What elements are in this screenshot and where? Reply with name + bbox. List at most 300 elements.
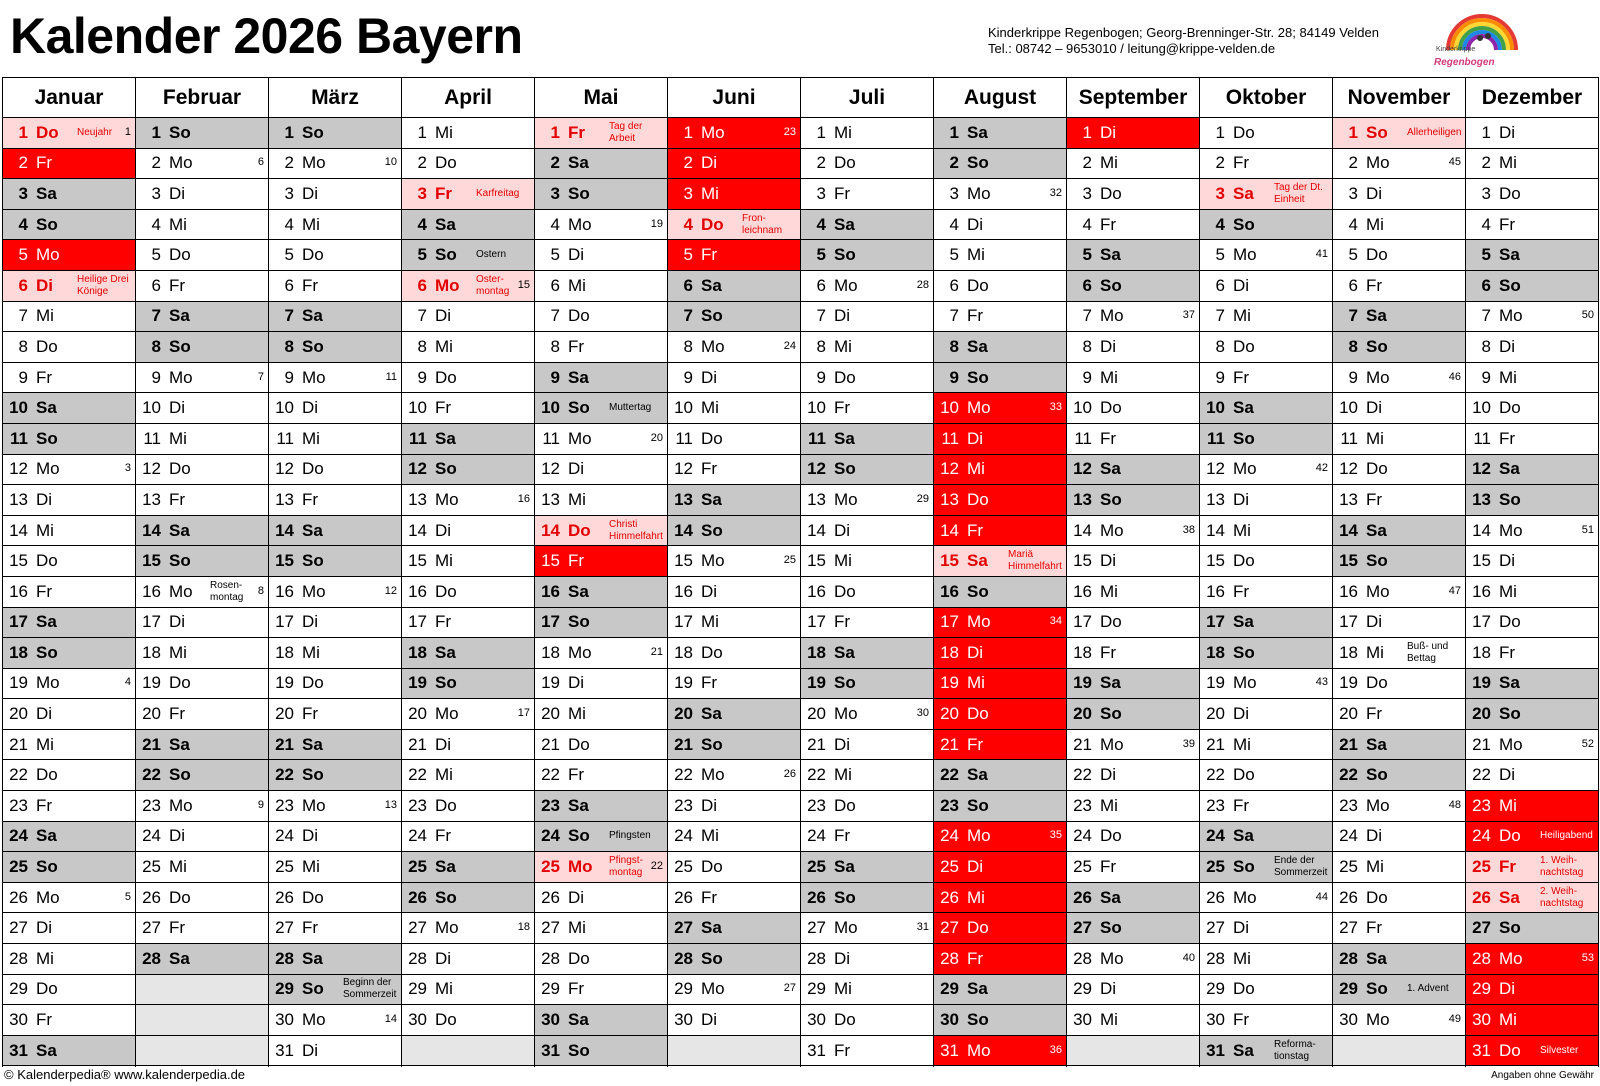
day-number: 6 [151, 275, 161, 295]
weekday-label: Di [701, 581, 718, 601]
weekday-label: Mi [568, 704, 586, 724]
day-number: 2 [816, 153, 826, 173]
day-number: 16 [1073, 581, 1092, 601]
weekday-label: Di [1366, 183, 1383, 203]
day-number: 13 [1339, 489, 1358, 509]
day-cell [1466, 179, 1598, 210]
week-number: 49 [1448, 1012, 1461, 1025]
day-cell [1466, 424, 1598, 455]
week-number: 22 [650, 859, 663, 872]
day-cell [269, 975, 401, 1006]
day-cell [3, 149, 135, 180]
day-cell [269, 699, 401, 730]
day-number: 19 [674, 673, 693, 693]
day-number: 4 [151, 214, 161, 234]
day-cell [3, 699, 135, 730]
day-number: 1 [1082, 122, 1092, 142]
week-number: 39 [1182, 737, 1195, 750]
day-cell [934, 1005, 1066, 1036]
day-number: 3 [683, 183, 693, 203]
day-cell [402, 485, 534, 516]
day-number: 30 [9, 1010, 28, 1030]
day-number: 2 [417, 153, 427, 173]
day-cell [668, 546, 800, 577]
day-number: 18 [275, 642, 294, 662]
week-number: 13 [384, 798, 397, 811]
weekday-label: Do [302, 887, 324, 907]
day-cell [801, 393, 933, 424]
day-cell [3, 638, 135, 669]
day-cell [668, 944, 800, 975]
day-cell [1466, 363, 1598, 394]
day-cell [1067, 179, 1199, 210]
day-number: 11 [941, 428, 959, 448]
day-number: 4 [417, 214, 427, 234]
weekday-label: Di [568, 459, 585, 479]
week-number: 6 [257, 156, 264, 169]
day-number: 26 [275, 887, 294, 907]
day-cell [1333, 485, 1465, 516]
day-number: 30 [940, 1010, 959, 1030]
weekday-label: Sa [1499, 887, 1520, 907]
month-column [1466, 78, 1599, 1067]
day-cell [1067, 149, 1199, 180]
weekday-label: Mo [1100, 734, 1124, 754]
day-cell [934, 118, 1066, 149]
empty-day-cell [1067, 1036, 1199, 1067]
weekday-label: So [36, 642, 58, 662]
day-number: 2 [949, 153, 959, 173]
weekday-label: Fr [1233, 795, 1250, 815]
day-number: 24 [275, 826, 294, 846]
day-number: 12 [142, 459, 161, 479]
day-cell [934, 791, 1066, 822]
weekday-label: Do [967, 704, 989, 724]
day-cell [801, 791, 933, 822]
day-cell [1067, 638, 1199, 669]
day-number: 25 [674, 857, 693, 877]
day-cell [136, 669, 268, 700]
day-number: 15 [1073, 551, 1092, 571]
weekday-label: Fr [834, 183, 851, 203]
day-number: 28 [674, 948, 693, 968]
day-number: 26 [1339, 887, 1358, 907]
day-number: 23 [142, 795, 161, 815]
day-cell [1067, 730, 1199, 761]
day-number: 21 [408, 734, 427, 754]
weekday-label: So [1100, 704, 1122, 724]
month-header: Oktober [1200, 78, 1332, 118]
day-cell [668, 179, 800, 210]
day-cell [402, 730, 534, 761]
day-cell [801, 271, 933, 302]
day-number: 19 [142, 673, 161, 693]
day-number: 18 [807, 642, 826, 662]
month-header: Juli [801, 78, 933, 118]
weekday-label: Do [1100, 826, 1122, 846]
day-cell [535, 302, 667, 333]
weekday-label: Mi [435, 765, 453, 785]
weekday-label: So [1499, 704, 1521, 724]
day-cell [801, 1036, 933, 1067]
day-cell [535, 516, 667, 547]
weekday-label: Mi [169, 857, 187, 877]
weekday-label: Do [169, 673, 191, 693]
day-number: 29 [1339, 979, 1358, 999]
weekday-label: Fr [1499, 857, 1516, 877]
week-number: 34 [1049, 615, 1062, 628]
page-title: Kalender 2026 Bayern [10, 8, 523, 64]
day-number: 31 [807, 1040, 826, 1060]
week-number: 15 [517, 278, 530, 291]
day-cell [535, 149, 667, 180]
weekday-label: Mo [967, 183, 991, 203]
day-number: 20 [674, 704, 693, 724]
weekday-label: Mi [1100, 367, 1118, 387]
day-number: 6 [683, 275, 693, 295]
weekday-label: Di [834, 520, 851, 540]
weekday-label: Mo [1499, 948, 1523, 968]
weekday-label: Di [169, 612, 186, 632]
day-cell [801, 210, 933, 241]
week-number: 30 [916, 706, 929, 719]
day-cell [1333, 118, 1465, 149]
day-number: 20 [1206, 704, 1225, 724]
day-number: 12 [1073, 459, 1092, 479]
day-number: 17 [541, 612, 560, 632]
day-number: 25 [142, 857, 161, 877]
weekday-label: Fr [435, 398, 452, 418]
day-cell [1333, 363, 1465, 394]
weekday-label: Fr [967, 734, 984, 754]
contact-phone-email: Tel.: 08742 – 9653010 / leitung@krippe-velden.de [988, 41, 1276, 56]
day-cell [402, 944, 534, 975]
day-number: 3 [18, 183, 28, 203]
day-number: 18 [408, 642, 427, 662]
day-cell [136, 699, 268, 730]
day-number: 12 [541, 459, 560, 479]
day-number: 2 [550, 153, 560, 173]
weekday-label: Sa [1366, 734, 1387, 754]
weekday-label: Di [1100, 122, 1117, 142]
day-note: Reforma-tionstag [1274, 1038, 1316, 1062]
week-number: 11 [385, 370, 397, 383]
weekday-label: Mi [1499, 153, 1517, 173]
weekday-label: Sa [302, 948, 323, 968]
day-cell [402, 149, 534, 180]
day-number: 25 [408, 857, 427, 877]
day-cell [1466, 455, 1598, 486]
weekday-label: Sa [834, 857, 855, 877]
weekday-label: So [568, 183, 590, 203]
day-number: 28 [1472, 948, 1491, 968]
day-number: 6 [284, 275, 294, 295]
day-cell [934, 240, 1066, 271]
day-number: 30 [1339, 1010, 1358, 1030]
weekday-label: Di [568, 245, 585, 265]
weekday-label: Mo [302, 367, 326, 387]
day-cell [535, 332, 667, 363]
day-cell [934, 516, 1066, 547]
weekday-label: So [1100, 489, 1122, 509]
day-number: 19 [940, 673, 959, 693]
day-number: 3 [151, 183, 161, 203]
day-number: 5 [284, 245, 294, 265]
contact-address: Kinderkrippe Regenbogen; Georg-Brenninger-Str. 28; 84149 Velden [988, 25, 1379, 40]
day-cell [269, 149, 401, 180]
day-cell [3, 118, 135, 149]
day-cell [801, 302, 933, 333]
day-number: 27 [9, 918, 28, 938]
weekday-label: Mo [1233, 459, 1257, 479]
day-number: 18 [1339, 642, 1358, 662]
day-number: 8 [284, 336, 294, 356]
day-number: 9 [1082, 367, 1092, 387]
weekday-label: Mo [435, 918, 459, 938]
weekday-label: Fr [967, 306, 984, 326]
weekday-label: Do [435, 795, 457, 815]
weekday-label: So [435, 887, 457, 907]
weekday-label: Mo [169, 795, 193, 815]
day-cell [3, 883, 135, 914]
day-cell [136, 118, 268, 149]
day-number: 8 [550, 336, 560, 356]
day-cell [1466, 669, 1598, 700]
day-number: 14 [9, 520, 28, 540]
day-cell [1200, 118, 1332, 149]
day-number: 19 [541, 673, 560, 693]
day-number: 15 [142, 551, 161, 571]
weekday-label: Mo [36, 459, 60, 479]
weekday-label: Sa [36, 612, 57, 632]
day-number: 13 [9, 489, 28, 509]
day-number: 26 [1073, 887, 1092, 907]
weekday-label: Mo [568, 214, 592, 234]
day-number: 5 [1481, 245, 1491, 265]
day-cell [1333, 944, 1465, 975]
day-cell [3, 1036, 135, 1067]
day-cell [1067, 791, 1199, 822]
weekday-label: Sa [834, 214, 855, 234]
day-number: 9 [1215, 367, 1225, 387]
day-number: 20 [1472, 704, 1491, 724]
day-number: 5 [816, 245, 826, 265]
day-number: 29 [1073, 979, 1092, 999]
day-cell [934, 179, 1066, 210]
day-cell [1333, 913, 1465, 944]
day-number: 5 [417, 245, 427, 265]
day-cell [934, 669, 1066, 700]
day-cell [801, 455, 933, 486]
weekday-label: Sa [701, 489, 722, 509]
day-number: 29 [940, 979, 959, 999]
day-number: 23 [541, 795, 560, 815]
day-number: 25 [541, 857, 560, 877]
weekday-label: Di [36, 489, 53, 509]
day-cell [1333, 302, 1465, 333]
day-number: 13 [807, 489, 826, 509]
day-cell [535, 546, 667, 577]
day-cell [668, 1005, 800, 1036]
day-number: 30 [1206, 1010, 1225, 1030]
day-number: 2 [151, 153, 161, 173]
day-number: 4 [1215, 214, 1225, 234]
day-number: 10 [674, 398, 693, 418]
weekday-label: So [1233, 642, 1255, 662]
weekday-label: So [1366, 122, 1388, 142]
day-cell [1200, 669, 1332, 700]
day-cell [801, 546, 933, 577]
weekday-label: Do [36, 765, 58, 785]
weekday-label: Mo [1366, 153, 1390, 173]
day-cell [535, 271, 667, 302]
day-cell [3, 363, 135, 394]
day-cell [1200, 424, 1332, 455]
day-number: 14 [674, 520, 693, 540]
weekday-label: Mo [967, 826, 991, 846]
week-number: 4 [124, 676, 131, 689]
weekday-label: Do [1499, 612, 1521, 632]
day-number: 18 [674, 642, 693, 662]
day-cell [136, 608, 268, 639]
weekday-label: So [1233, 214, 1255, 234]
day-cell [535, 455, 667, 486]
week-number: 7 [257, 370, 264, 383]
day-cell [934, 363, 1066, 394]
day-number: 7 [1481, 306, 1491, 326]
day-cell [1067, 975, 1199, 1006]
day-cell [3, 944, 135, 975]
day-number: 10 [275, 398, 294, 418]
weekday-label: Mi [1499, 581, 1517, 601]
day-cell [3, 577, 135, 608]
day-number: 11 [1340, 428, 1358, 448]
weekday-label: Sa [435, 428, 456, 448]
day-cell [801, 485, 933, 516]
day-cell [934, 271, 1066, 302]
weekday-label: So [834, 459, 856, 479]
day-cell [3, 332, 135, 363]
day-cell [801, 363, 933, 394]
weekday-label: Sa [1100, 673, 1121, 693]
day-cell [136, 577, 268, 608]
day-number: 31 [940, 1040, 959, 1060]
day-cell [1466, 699, 1598, 730]
day-cell [269, 577, 401, 608]
day-number: 9 [550, 367, 560, 387]
day-number: 28 [1206, 948, 1225, 968]
day-number: 29 [1206, 979, 1225, 999]
day-cell [3, 791, 135, 822]
weekday-label: Sa [435, 214, 456, 234]
weekday-label: Mo [701, 979, 725, 999]
day-cell [668, 240, 800, 271]
weekday-label: Do [568, 734, 590, 754]
day-cell [269, 393, 401, 424]
day-number: 30 [275, 1010, 294, 1030]
day-number: 22 [1073, 765, 1092, 785]
weekday-label: Di [36, 275, 53, 295]
day-cell [402, 1005, 534, 1036]
day-cell [934, 393, 1066, 424]
weekday-label: Mi [1499, 795, 1517, 815]
day-number: 25 [1339, 857, 1358, 877]
day-cell [1200, 516, 1332, 547]
day-cell [1200, 363, 1332, 394]
day-cell [801, 424, 933, 455]
weekday-label: Mi [1366, 214, 1384, 234]
day-number: 11 [675, 428, 693, 448]
day-cell [1466, 516, 1598, 547]
day-cell [934, 975, 1066, 1006]
day-number: 8 [1348, 336, 1358, 356]
day-cell [1067, 944, 1199, 975]
day-number: 10 [408, 398, 427, 418]
weekday-label: Sa [568, 795, 589, 815]
weekday-label: Fr [1499, 428, 1516, 448]
weekday-label: Fr [169, 275, 186, 295]
day-cell [1067, 363, 1199, 394]
weekday-label: Mo [169, 153, 193, 173]
month-column [136, 78, 269, 1067]
weekday-label: So [834, 887, 856, 907]
day-number: 25 [1073, 857, 1092, 877]
day-number: 7 [550, 306, 560, 326]
weekday-label: Mi [967, 459, 985, 479]
empty-day-cell [668, 1036, 800, 1067]
day-cell [934, 546, 1066, 577]
day-cell [136, 455, 268, 486]
day-cell [1200, 240, 1332, 271]
day-cell [136, 791, 268, 822]
day-cell [1067, 302, 1199, 333]
weekday-label: Sa [967, 551, 988, 571]
weekday-label: Fr [834, 1040, 851, 1060]
weekday-label: Fr [568, 551, 585, 571]
weekday-label: Fr [169, 489, 186, 509]
day-cell [136, 240, 268, 271]
weekday-label: Sa [1100, 245, 1121, 265]
weekday-label: Mi [169, 428, 187, 448]
day-cell [535, 424, 667, 455]
day-cell [1333, 760, 1465, 791]
day-number: 27 [1472, 918, 1491, 938]
day-cell [668, 699, 800, 730]
day-number: 25 [9, 857, 28, 877]
day-cell [1200, 975, 1332, 1006]
weekday-label: So [435, 245, 457, 265]
weekday-label: Mo [1366, 795, 1390, 815]
day-number: 23 [9, 795, 28, 815]
day-number: 20 [1073, 704, 1092, 724]
weekday-label: Do [302, 459, 324, 479]
month-column [1333, 78, 1466, 1067]
weekday-label: Fr [1366, 275, 1383, 295]
day-cell [1466, 852, 1598, 883]
weekday-label: Sa [36, 826, 57, 846]
day-cell [934, 210, 1066, 241]
weekday-label: So [435, 459, 457, 479]
day-number: 31 [1472, 1040, 1491, 1060]
day-cell [535, 883, 667, 914]
day-cell [1200, 1005, 1332, 1036]
day-cell [535, 1005, 667, 1036]
day-number: 14 [275, 520, 294, 540]
week-number: 40 [1182, 951, 1195, 964]
weekday-label: Do [1499, 1040, 1521, 1060]
weekday-label: Do [834, 153, 856, 173]
weekday-label: Mi [1233, 948, 1251, 968]
